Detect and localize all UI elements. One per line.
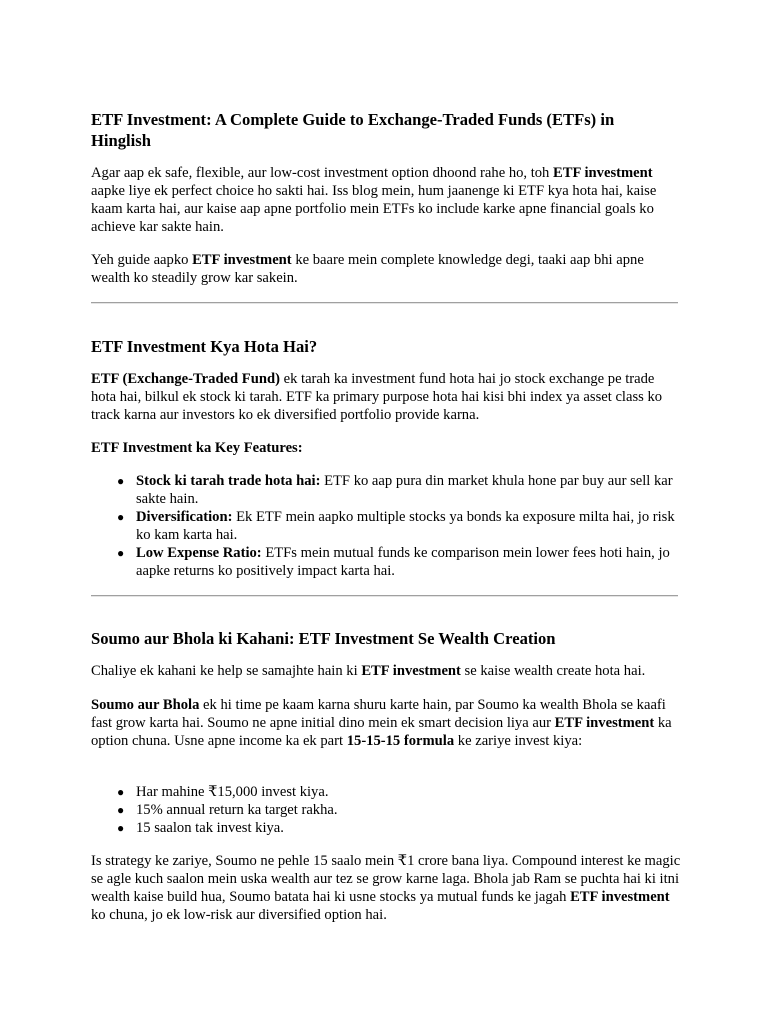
section1-para-bold: ETF (Exchange-Traded Fund) [91, 371, 280, 387]
feature-bold: Stock ki tarah trade hota hai: [136, 473, 321, 489]
bullet-icon: ● [117, 474, 125, 488]
bullet-icon: ● [117, 803, 125, 817]
s2p2-bold-a: Soumo aur Bhola [91, 697, 200, 713]
intro-paragraph-1 [91, 164, 681, 236]
intro-paragraph-2 [91, 251, 681, 287]
bullet-icon: ● [117, 785, 125, 799]
feature-bold: Diversification: [136, 509, 233, 525]
features-list [91, 472, 681, 580]
s2p1-text-a: Chaliye ek kahani ke help se samajhte hain ki [91, 663, 362, 679]
article-title: ETF Investment: A Complete Guide to Exchange-Traded Funds (ETFs) in Hinglish [91, 110, 615, 150]
features-heading-text: ETF Investment ka Key Features: [91, 440, 303, 456]
s2p2-text-b: ek hi time pe kaam karna shuru karte hain, par Soumo ka wealth Bhola se kaafi fast grow karta hai. Soumo ne apne initial dino mein ek smart decision liya aur [91, 697, 666, 731]
section2-heading: Soumo aur Bhola ki Kahani: ETF Investment Se Wealth Creation [91, 629, 556, 648]
plan-list [91, 783, 681, 837]
section2-paragraph-2 [91, 696, 681, 750]
s2p2-bold-c: ETF investment [554, 715, 655, 731]
s2p3-text-a: Is strategy ke zariye, Soumo ne pehle 15 saalo mein ₹1 crore bana liya. Compound interest ke magic se agle kuch saalon mein uska wealth aur tez se grow karne laga. Bhola jab Ram se puchta hai ki itni wealth kaise build hua, Soumo batata hai ki usne stocks ya mutual funds ke jagah [91, 853, 681, 905]
list-item [91, 508, 681, 544]
list-item [91, 783, 681, 801]
intro2-text-c: ke baare mein complete knowledge degi, taaki aap bhi apne wealth ko steadily grow kar sakein. [91, 252, 644, 286]
list-item [91, 544, 681, 580]
intro2-bold: ETF investment [192, 252, 292, 268]
plan-item-text: 15% annual return ka target rakha. [136, 802, 338, 818]
section-divider [91, 302, 678, 304]
feature-text: ETFs mein mutual funds ke comparison mein lower fees hoti hain, jo aapke returns ko positively impact karta hai. [136, 545, 670, 579]
bullet-icon: ● [117, 546, 125, 560]
s2p1-text-c: se kaise wealth create hota hai. [460, 663, 646, 679]
list-item [91, 801, 681, 819]
plan-item-text: Har mahine ₹15,000 invest kiya. [136, 784, 329, 800]
intro1-text-c: aapke liye ek perfect choice ho sakti hai. Iss blog mein, hum jaanenge ki ETF kya hota hai, kaise kaam karta hai, aur kaise aap apne portfolio mein ETFs ko include karke apne financial goals ko achieve kar sakte hain. [91, 183, 657, 235]
intro2-text-a: Yeh guide aapko [91, 252, 193, 268]
section2-paragraph-1 [91, 662, 681, 680]
s2p2-text-d: ka option chuna. Usne apne income ka ek part [91, 715, 672, 749]
s2p2-text-f: ke zariye invest kiya: [454, 733, 583, 749]
intro1-text-a: Agar aap ek safe, flexible, aur low-cost investment option dhoond rahe ho, toh [91, 165, 554, 181]
plan-item-text: 15 saalon tak invest kiya. [136, 820, 284, 836]
features-heading [91, 439, 681, 457]
feature-text: Ek ETF mein aapko multiple stocks ya bonds ka exposure milta hai, jo risk ko kam karta hai. [136, 509, 675, 543]
s2p3-bold: ETF investment [570, 889, 670, 905]
section-divider [91, 595, 678, 597]
feature-text: ETF ko aap pura din market khula hone par buy aur sell kar sakte hain. [136, 473, 673, 507]
s2p1-bold: ETF investment [361, 663, 461, 679]
section2-paragraph-3 [91, 852, 681, 924]
list-item [91, 819, 681, 837]
s2p3-text-c: ko chuna, jo ek low-risk aur diversified option hai. [91, 907, 387, 923]
feature-bold: Low Expense Ratio: [136, 545, 262, 561]
section1-para-text: ek tarah ka investment fund hota hai jo stock exchange pe trade hota hai, bilkul ek stock ki tarah. ETF ka primary purpose hota hai kisi bhi index ya asset class ko track karna aur investors ko ek diversified portfolio provide karna. [91, 371, 663, 423]
bullet-icon: ● [117, 510, 125, 524]
section1-heading: ETF Investment Kya Hota Hai? [91, 337, 318, 356]
section1-paragraph [91, 370, 681, 424]
list-item [91, 472, 681, 508]
bullet-icon: ● [117, 821, 125, 835]
intro1-bold: ETF investment [553, 165, 653, 181]
s2p2-bold-e: 15-15-15 formula [346, 733, 455, 749]
